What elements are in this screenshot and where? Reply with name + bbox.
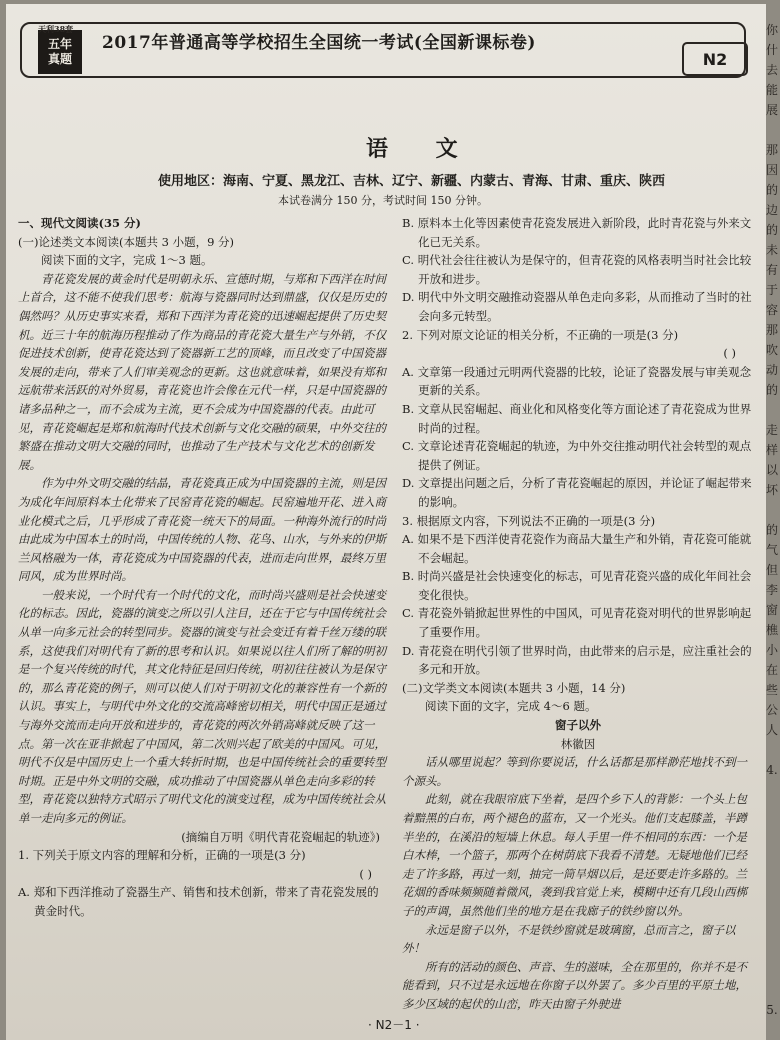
edge-glyph: 展 bbox=[765, 103, 778, 117]
edge-glyph: 公 bbox=[765, 703, 778, 717]
edge-glyph bbox=[764, 860, 780, 880]
edge-glyph bbox=[764, 920, 780, 940]
question-1-option-d: D. 明代中外文明交融推动瓷器从单色走向多彩，从而推动了当时的社会向多元转型。 bbox=[402, 290, 752, 323]
edge-glyph: 边 bbox=[765, 203, 778, 217]
edge-glyph: 的 bbox=[765, 223, 778, 237]
edge-glyph bbox=[764, 740, 780, 760]
edge-glyph: 人 bbox=[765, 723, 778, 737]
edge-glyph: 坏 bbox=[765, 483, 778, 497]
story-paragraph-3: 永远是窗子以外，不是铁纱窗就是玻璃窗，总而言之，窗子以外！ bbox=[402, 922, 736, 956]
edge-glyph: 以 bbox=[765, 463, 778, 477]
badge-line-2: 真题 bbox=[47, 52, 72, 66]
question-2-option-b: B. 文章从民窑崛起、商业化和风格变化等方面论述了青花瓷成为世界时尚的过程。 bbox=[402, 401, 752, 435]
edge-glyph: 的 bbox=[765, 383, 778, 397]
page-number: · N2－1 · bbox=[368, 1018, 420, 1032]
left-column bbox=[18, 214, 390, 921]
edge-glyph: 样 bbox=[765, 443, 778, 457]
passage-source: (摘编自万明《明代青花瓷崛起的轨迹》) bbox=[181, 829, 380, 844]
story-paragraph-4: 所有的活动的颜色、声音、生的滋味，全在那里的，你并不是不能看到，只不过是永远地在你窗子以外罢了。多少百里的平原土地，多少区域的起伏的山峦，昨天由窗子外驶进 bbox=[402, 959, 747, 1011]
edge-glyph bbox=[764, 820, 780, 840]
edge-glyph: 小 bbox=[765, 643, 778, 657]
right-column bbox=[402, 214, 754, 1014]
edge-glyph: 吹 bbox=[765, 343, 778, 357]
edge-glyph: 什 bbox=[765, 43, 778, 57]
edge-glyph bbox=[764, 880, 780, 900]
edge-glyph: 但 bbox=[765, 563, 778, 577]
regions-list: 海南、宁夏、黑龙江、吉林、辽宁、新疆、内蒙古、青海、甘肃、重庆、陕西 bbox=[223, 174, 666, 189]
question-1-option-c: C. 明代社会往往被认为是保守的，但青花瓷的风格表明当时社会比较开放和进步。 bbox=[402, 253, 752, 286]
score-line: 本试卷满分 150 分，考试时间 150 分钟。 bbox=[278, 194, 488, 207]
edge-glyph: 未 bbox=[765, 243, 778, 257]
edge-glyph: 因 bbox=[765, 163, 778, 177]
edge-glyph bbox=[764, 800, 780, 820]
passage-paragraph-2: 作为中外文明交融的结晶，青花瓷真正成为中国瓷器的主流，则是因为成化年间原料本土化带来了民窑青花瓷的崛起。民窑遍地开花、进入商业化模式之后，几乎形成了青花瓷一统天下的局面。一种海外流行的时尚由此成为中国本土的时尚，中国传统的人物、花鸟、山水，与外来的伊斯兰风格融为一体，青花瓷成为中国瓷器的代表，进而走向世界，最终万里同风，成为世界时尚。 bbox=[18, 476, 386, 584]
badge-line-1: 五年 bbox=[47, 37, 72, 51]
edge-glyph: 那 bbox=[765, 323, 778, 337]
edge-glyph: 有 bbox=[765, 263, 778, 277]
edge-glyph: 走 bbox=[765, 423, 778, 437]
edge-glyph: 你 bbox=[765, 23, 778, 37]
edge-glyph: 5. bbox=[766, 1003, 778, 1017]
subsection-heading: (一)论述类文本阅读(本题共 3 小题，9 分) bbox=[18, 234, 235, 249]
edge-glyph bbox=[764, 900, 780, 920]
edge-glyph: 那 bbox=[765, 143, 778, 157]
question-3-option-d: D. 青花瓷在明代引领了世界时尚，由此带来的启示是，应注重社会的多元和开放。 bbox=[402, 643, 752, 677]
question-2-option-a: A. 文章第一段通过元明两代瓷器的比较，论证了瓷器发展与审美观念更新的关系。 bbox=[402, 364, 752, 398]
edge-glyph: 在 bbox=[765, 663, 778, 677]
edge-glyph: 的 bbox=[765, 183, 778, 197]
exam-title: 2017年普通高等学校招生全国统一考试(全国新课标卷) bbox=[102, 33, 536, 53]
reading-instruction-2: 阅读下面的文字，完成 4～6 题。 bbox=[425, 699, 597, 714]
edge-glyph bbox=[764, 840, 780, 860]
reading-instruction: 阅读下面的文字，完成 1～3 题。 bbox=[41, 253, 213, 268]
story-paragraph-2: 此刻，就在我眼帘底下坐着，是四个乡下人的背影：一个头上包着黯黑的白布，两个褪色的蓝布，又一个光头。他们支起膝盖，半蹲半坐的，在溪沿的短墙上休息。每人手里一件不相同的东西：一个是白木棒，一个篮子，那两个在树荫底下我看不清楚。无疑地他们已经走了许多路，再过一刻，抽完一筒旱烟以后，是还要走许多路的。兰花烟的香味频频随着微风，袭到我官觉上来，模糊中还有几段山西梆子的声调，虽然他们坐的地方是在我廊子的铁纱窗以外。 bbox=[402, 792, 747, 918]
passage-paragraph-3: 一般来说，一个时代有一个时代的文化，而时尚兴盛则是社会快速变化的标志。因此，瓷器的演变之所以引人注目，还在于它与中国传统社会从单一向多元社会的转型同步。瓷器的演变与社会变迁有着千丝万缕的联系，这使我们对明代有了新的思考和认识。如果说以往人们所了解的明初是一个复兴传统的时代，其文化特征是回归传统，明初往往被认为是保守的，那么青花瓷的例子，则可以使人们对于明初文化的兼容性有一个新的认识。事实上，与明代中外文化的交流高峰密切相关，明代中国正是通过与海外交流而走向开放和进步的，青花瓷的两次外销高峰就反映了这一点。第一次在亚非掀起了中国风，第二次则兴起了欧美的中国风。可见，明代不仅是中国历史上一个重大转折时期，也是中国传统社会的重要转型时期。正是中外文明的交融，成功推动了中国瓷器从单色走向多彩的转型，青花瓷以独特方式昭示了明代文化的演变过程，成为中国传统社会从单一走向多元的例证。 bbox=[18, 587, 386, 825]
question-3: 3. 根据原文内容，下列说法不正确的一项是(3 分) bbox=[402, 513, 656, 528]
edge-glyph: 容 bbox=[765, 303, 778, 317]
question-3-option-b: B. 时尚兴盛是社会快速变化的标志，可见青花瓷兴盛的成化年间社会变化很快。 bbox=[402, 569, 752, 602]
series-badge bbox=[38, 24, 82, 74]
story-title: 窗子以外 bbox=[555, 718, 601, 733]
subject-title: 语 文 bbox=[366, 136, 478, 162]
edge-glyph: 能 bbox=[765, 83, 778, 97]
edge-glyph: 气 bbox=[765, 543, 778, 557]
edge-glyph: 动 bbox=[765, 363, 778, 377]
edge-glyph: 樵 bbox=[765, 623, 778, 637]
question-2-option-c: C. 文章论述青花瓷崛起的轨迹，为中外交往推动明代社会转型的观点提供了例证。 bbox=[402, 439, 752, 472]
question-1-option-a: A. 郑和下西洋推动了瓷器生产、销售和技术创新，带来了青花瓷发展的黄金时代。 bbox=[18, 885, 379, 918]
edge-glyph: 些 bbox=[765, 683, 778, 697]
story-author: 林徽因 bbox=[560, 736, 596, 751]
passage-paragraph-1: 青花瓷发展的黄金时代是明朝永乐、宣德时期，与郑和下西洋在时间上首合，这不能不使我们思考：航海与瓷器同时达到鼎盛，仅仅是历史的偶然吗？从历史事实来看，郑和下西洋为青花瓷的迅速崛起提供了历史契机。近三十年的航海历程推动了作为商品的青花瓷大量生产与外销，不仅促进技术创新，使青花瓷达到了瓷器新工艺的顶峰，而且改变了中国瓷器发展的走向，带来了人们审美观念的更新。这也就意味着，如果没有郑和远航带来活跃的对外贸易，青花瓷也许会像在元代一样，只是中国瓷器的诸多品种之一，而不会成为主流，更不会成为中国瓷器的代表。由此可见，青花瓷崛起是郑和航海时代技术创新与文化交融的硕果，中外交往的繁盛在推动文明大交融的同时，也推动了生产技术与文化艺术的创新发展。 bbox=[18, 271, 386, 472]
edge-glyph bbox=[764, 400, 780, 420]
exam-page bbox=[6, 4, 766, 1040]
edge-glyph: 去 bbox=[765, 63, 778, 77]
edge-glyph: 4. bbox=[766, 763, 778, 777]
section-heading: 一、现代文阅读(35 分) bbox=[18, 216, 141, 230]
subsection-heading-2: (二)文学类文本阅读(本题共 3 小题，14 分) bbox=[402, 680, 626, 695]
regions-line bbox=[158, 170, 665, 189]
edge-glyph: 的 bbox=[765, 523, 778, 537]
edge-glyph: 于 bbox=[765, 283, 778, 297]
edge-glyph: 李 bbox=[765, 583, 778, 597]
edge-glyph bbox=[764, 500, 780, 520]
question-3-option-c: C. 青花瓷外销掀起世界性的中国风，可见青花瓷对明代的世界影响起了重要作用。 bbox=[402, 606, 752, 640]
badge-series-label: 天利38套 bbox=[38, 24, 74, 34]
question-1-option-b: B. 原料本土化等因素使青花瓷发展进入新阶段，此时青花瓷与外来文化已无关系。 bbox=[402, 216, 752, 249]
question-2: 2. 下列对原文论证的相关分析，不正确的一项是(3 分) bbox=[402, 327, 679, 342]
question-2-answer-paren: ( ) bbox=[723, 346, 736, 361]
edge-glyph bbox=[764, 780, 780, 800]
edge-glyph bbox=[764, 980, 780, 1000]
question-2-option-d: D. 文章提出问题之后，分析了青花瓷崛起的原因，并论证了崛起带来的影响。 bbox=[402, 476, 752, 509]
question-3-option-a: A. 如果不是下西洋使青花瓷作为商品大量生产和外销，青花瓷可能就不会崛起。 bbox=[402, 532, 752, 565]
paper-code: N2 bbox=[682, 42, 748, 76]
edge-glyph bbox=[764, 960, 780, 980]
edge-glyph bbox=[764, 940, 780, 960]
regions-label: 使用地区： bbox=[158, 174, 224, 189]
question-1-answer-paren: ( ) bbox=[359, 866, 372, 881]
edge-glyph: 窗 bbox=[765, 603, 778, 617]
edge-glyph bbox=[764, 120, 780, 140]
question-1: 1. 下列关于原文内容的理解和分析，正确的一项是(3 分) bbox=[18, 848, 306, 863]
adjacent-page-edge bbox=[764, 20, 780, 1040]
story-paragraph-1: 话从哪里说起？等到你要说话，什么话都是那样渺茫地找不到一个源头。 bbox=[402, 755, 747, 788]
